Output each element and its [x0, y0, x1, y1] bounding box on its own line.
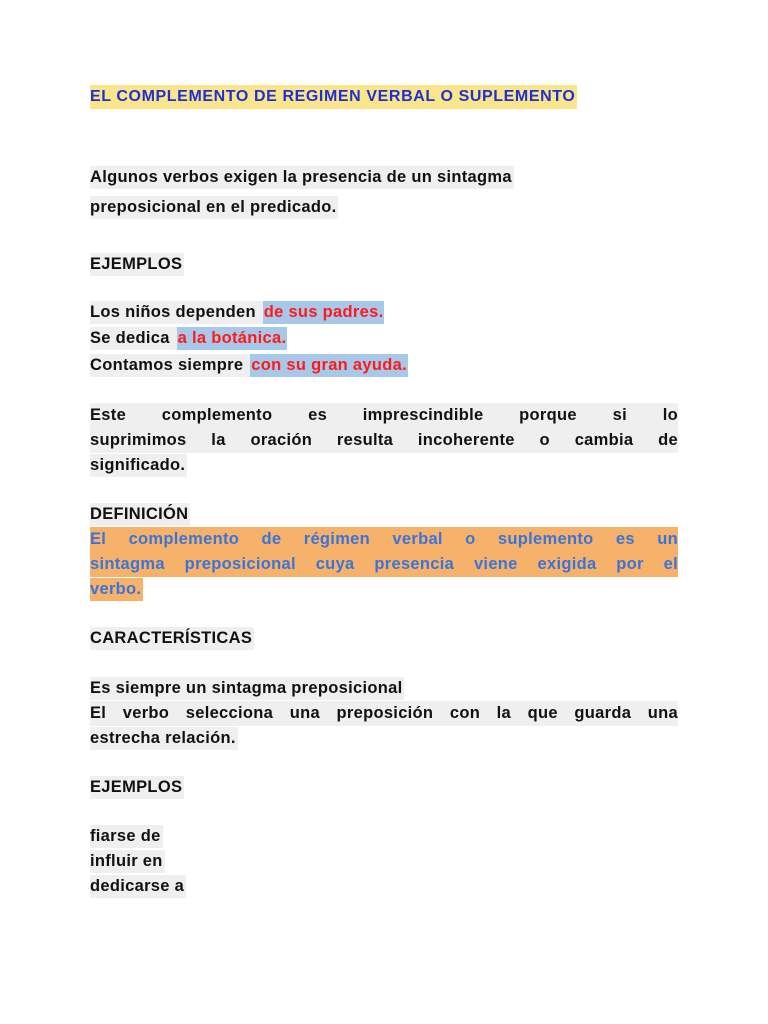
characteristics-line-1: Es siempre un sintagma preposicional — [90, 677, 404, 700]
example-highlight: a la botánica. — [177, 327, 288, 350]
examples-heading-2 — [90, 775, 678, 800]
characteristics-heading — [90, 626, 678, 651]
intro-paragraph — [90, 165, 678, 220]
definition-line-1: El complemento de régimen verbal o suplemento es un — [90, 527, 678, 552]
examples-heading-1-text: EJEMPLOS — [90, 253, 184, 276]
characteristics-line-3: estrecha relación. — [90, 727, 238, 750]
example-highlight: de sus padres. — [263, 301, 385, 324]
characteristics-heading-text: CARACTERÍSTICAS — [90, 627, 254, 650]
examples-list-2 — [90, 824, 678, 899]
example-item: Se dedica a la botánica. — [90, 326, 678, 351]
list-item: dedicarse a — [90, 875, 186, 898]
characteristics-paragraph — [90, 676, 678, 751]
explanation-line-3: significado. — [90, 454, 187, 477]
examples-list-1 — [90, 300, 678, 378]
intro-line-2: preposicional en el predicado. — [90, 196, 338, 219]
document-title — [90, 88, 678, 106]
example-item: Los niños dependen de sus padres. — [90, 300, 678, 325]
definition-heading — [90, 502, 678, 527]
list-item: fiarse de — [90, 825, 163, 848]
list-item: influir en — [90, 850, 165, 873]
title-text: EL COMPLEMENTO DE REGIMEN VERBAL O SUPLEMENTO — [90, 85, 577, 109]
definition-line-3: verbo. — [90, 578, 143, 601]
explanation-line-1: Este complemento es imprescindible porque si lo — [90, 403, 678, 428]
example-highlight: con su gran ayuda. — [250, 354, 408, 377]
explanation-line-2: suprimimos la oración resulta incoherente o cambia de — [90, 428, 678, 453]
characteristics-line-2: El verbo selecciona una preposición con la que guarda una — [90, 701, 678, 726]
definition-paragraph — [90, 527, 678, 602]
example-item: Contamos siempre con su gran ayuda. — [90, 353, 678, 378]
examples-heading-2-text: EJEMPLOS — [90, 776, 184, 799]
definition-heading-text: DEFINICIÓN — [90, 503, 190, 526]
explanation-paragraph — [90, 403, 678, 478]
examples-heading-1 — [90, 252, 678, 277]
intro-line-1: Algunos verbos exigen la presencia de un sintagma — [90, 166, 514, 189]
definition-line-2: sintagma preposicional cuya presencia viene exigida por el — [90, 552, 678, 577]
